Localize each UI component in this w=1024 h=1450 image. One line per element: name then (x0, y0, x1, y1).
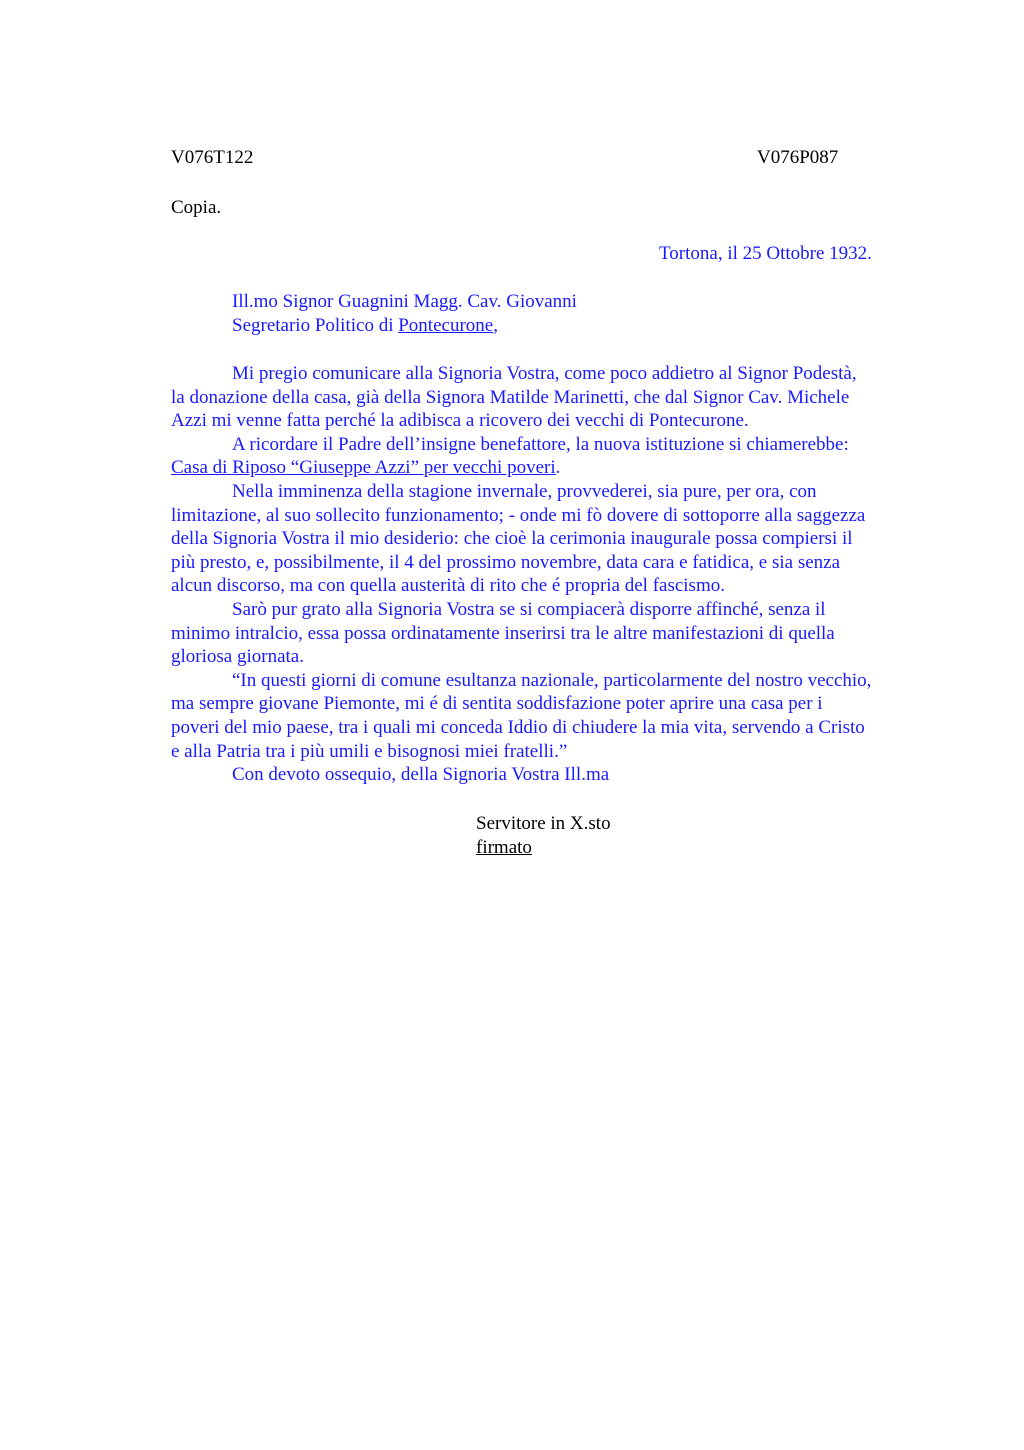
left-reference-code: V076T122 (171, 147, 254, 168)
signature-line-1: Servitore in X.sto (476, 813, 611, 834)
paragraph-1-line-3: Azzi mi venne fatta perché la adibisca a ricovero dei vecchi di Pontecurone. (171, 410, 749, 432)
paragraph-3-line-4: più presto, e, possibilmente, il 4 del prossimo novembre, data cara e fatidica, e sia senza (171, 551, 841, 573)
addressee-place: Pontecurone (398, 315, 494, 336)
paragraph-5-line-1: “In questi giorni di comune esultanza nazionale, particolarmente del nostro vecchio, (232, 669, 872, 691)
paragraph-5-line-2: ma sempre giovane Piemonte, mi é di sentita soddisfazione poter aprire una casa per i (171, 693, 823, 715)
paragraph-2-line-1: A ricordare il Padre dell’insigne benefattore, la nuova istituzione si chiamerebbe: (232, 433, 849, 455)
addressee-comma: , (493, 315, 498, 336)
letter-body (171, 362, 931, 787)
paragraph-3-line-3: della Signoria Vostra il mio desiderio: che cioè la cerimonia inaugurale possa compiersi il (171, 528, 853, 550)
paragraph-1-line-1: Mi pregio comunicare alla Signoria Vostra, come poco addietro al Signor Podestà, (232, 363, 857, 384)
paragraph-4-line-1: Sarò pur grato alla Signoria Vostra se si compiacerà disporre affinché, senza il (232, 598, 826, 620)
signature-line-2: firmato (476, 837, 532, 858)
paragraph-3-line-2: limitazione, al suo sollecito funzionamento; - onde mi fò dovere di sottoporre alla saggezza (171, 504, 866, 526)
institution-name: Casa di Riposo “Giuseppe Azzi” per vecchi poveri (171, 457, 556, 479)
right-reference-code: V076P087 (757, 147, 839, 168)
paragraph-5-line-3: poveri del mio paese, tra i quali mi conceda Iddio di chiudere la mia vita, servendo a Cristo (171, 716, 865, 738)
institution-period: . (555, 457, 561, 479)
paragraph-4-line-2: minimo intralcio, essa possa ordinatamente inserirsi tra le altre manifestazioni di quella (171, 622, 835, 644)
paragraph-3-line-5: alcun discorso, ma con quella austerità di rito che é propria del fascismo. (171, 575, 725, 597)
paragraph-2-line-2 (171, 456, 931, 480)
paragraph-1-line-2: la donazione della casa, già della Signora Matilde Marinetti, che dal Signor Cav. Michele (171, 386, 850, 408)
paragraph-3-line-1: Nella imminenza della stagione invernale, provvederei, sia pure, per ora, con (232, 480, 817, 502)
closing-line: Con devoto ossequio, della Signoria Vostra Ill.ma (232, 764, 610, 786)
date-line: Tortona, il 25 Ottobre 1932. (659, 243, 872, 264)
addressee-line-2 (232, 314, 498, 338)
addressee-title: Segretario Politico di (232, 315, 399, 336)
addressee-line-1: Ill.mo Signor Guagnini Magg. Cav. Giovanni (232, 291, 577, 312)
paragraph-5-line-4: e alla Patria tra i più umili e bisognosi miei fratelli.” (171, 740, 568, 762)
paragraph-4-line-3: gloriosa giornata. (171, 646, 304, 668)
copy-label: Copia. (171, 197, 222, 218)
